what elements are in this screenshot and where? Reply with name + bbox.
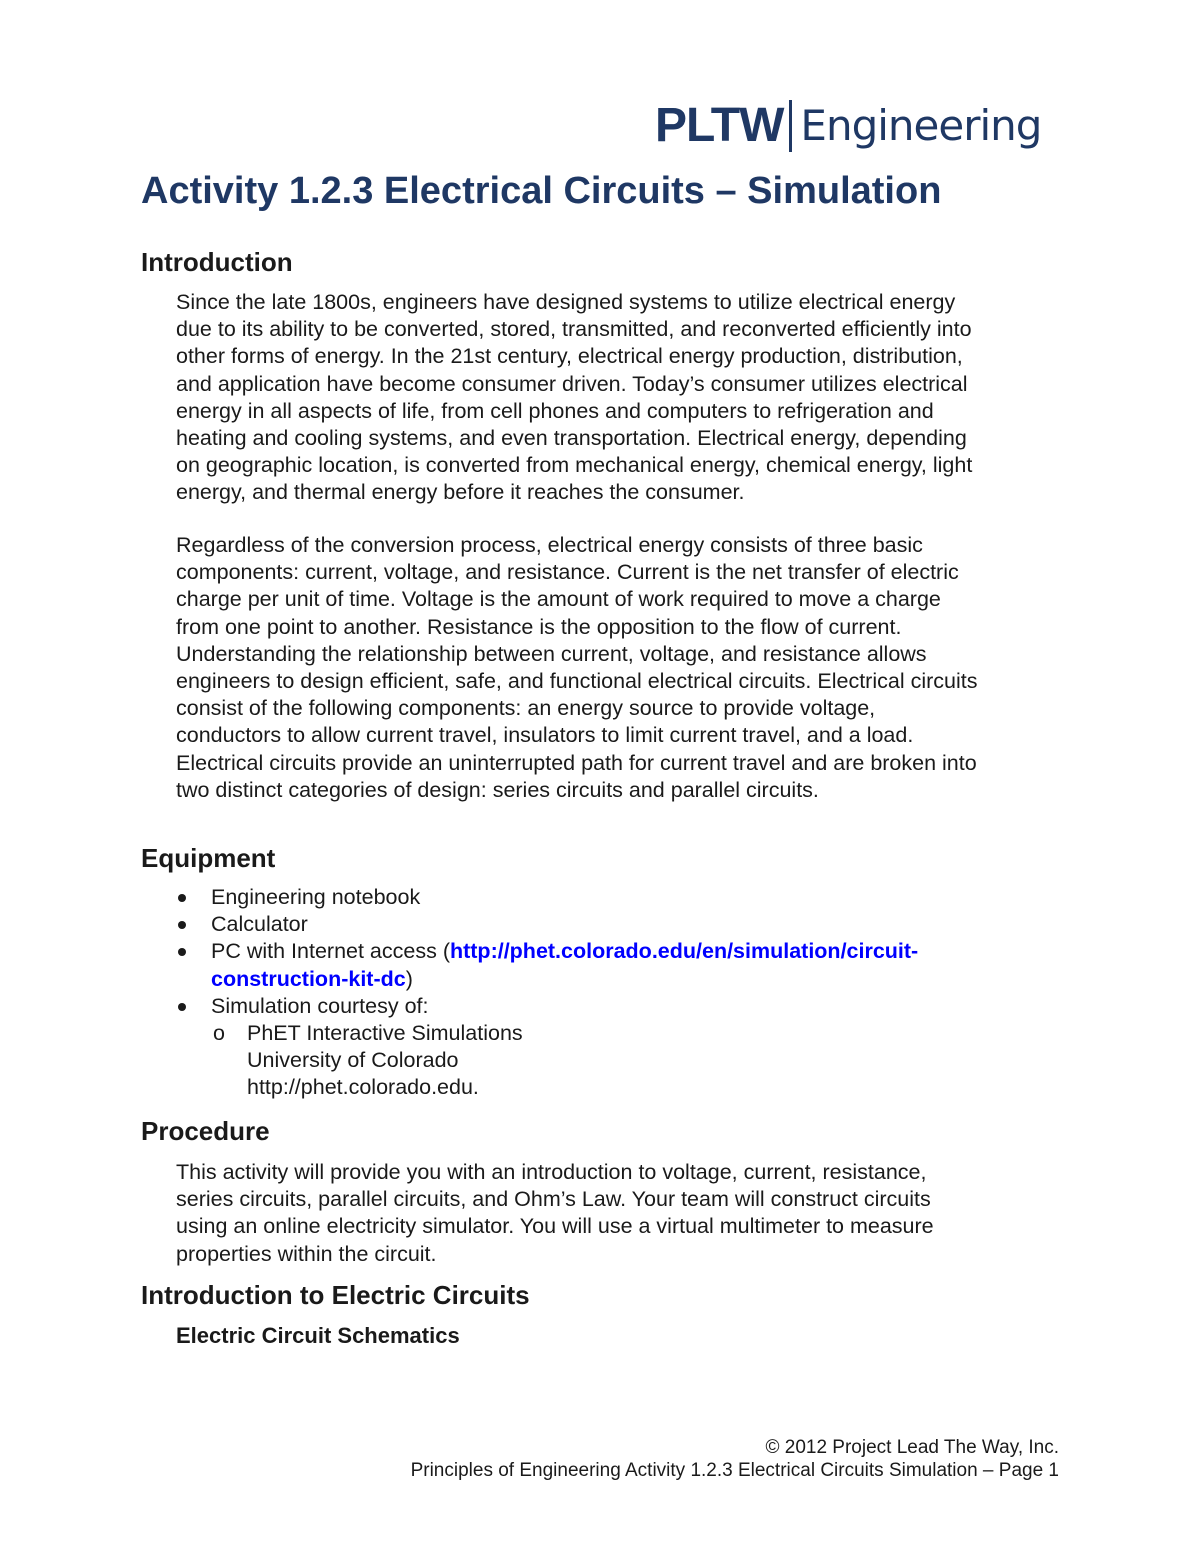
equipment-heading: Equipment bbox=[141, 843, 276, 873]
list-item bbox=[211, 1020, 918, 1102]
equipment-list bbox=[176, 884, 918, 1102]
text-line: Since the late 1800s, engineers have designed systems to utilize electrical energy bbox=[176, 290, 956, 314]
introduction-paragraph-2 bbox=[176, 532, 1076, 804]
list-item bbox=[176, 884, 918, 911]
text-line: using an online electricity simulator. You will use a virtual multimeter to measure bbox=[176, 1214, 934, 1239]
logo-brand: PLTW bbox=[655, 99, 784, 152]
equipment-item-calculator: Calculator bbox=[211, 912, 308, 937]
pltw-engineering-logo bbox=[655, 98, 1041, 154]
bullet-icon bbox=[178, 921, 186, 929]
text-line: other forms of energy. In the 21st century, electrical energy production, distribution, bbox=[176, 344, 963, 369]
text-line: due to its ability to be converted, stored, transmitted, and reconverted efficiently into bbox=[176, 317, 972, 342]
copyright-text: © 2012 Project Lead The Way, Inc. bbox=[765, 1437, 1059, 1458]
credit-line: PhET Interactive Simulations bbox=[247, 1021, 523, 1046]
introduction-paragraph-1 bbox=[176, 289, 1076, 507]
text-line: charge per unit of time. Voltage is the amount of work required to move a charge bbox=[176, 587, 941, 612]
logo-divider bbox=[789, 100, 792, 152]
circuit-schematics-subheading: Electric Circuit Schematics bbox=[176, 1323, 460, 1348]
text-line: Regardless of the conversion process, electrical energy consists of three basic bbox=[176, 533, 923, 557]
equipment-item-notebook: Engineering notebook bbox=[211, 885, 421, 909]
list-item bbox=[176, 993, 918, 1102]
logo-text: Engineering bbox=[800, 101, 1042, 150]
introduction-heading: Introduction bbox=[141, 247, 293, 277]
equipment-item-pc-prefix: PC with Internet access ( bbox=[211, 939, 450, 964]
text-line: energy, and thermal energy before it reaches the consumer. bbox=[176, 480, 745, 505]
text-line: energy in all aspects of life, from cell phones and computers to refrigeration and bbox=[176, 398, 934, 423]
text-line: two distinct categories of design: series circuits and parallel circuits. bbox=[176, 777, 819, 802]
link-line: construction-kit-dc bbox=[211, 966, 406, 991]
bullet-icon bbox=[178, 948, 186, 956]
page-title: Activity 1.2.3 Electrical Circuits – Simulation bbox=[141, 170, 942, 212]
text-line: properties within the circuit. bbox=[176, 1241, 437, 1266]
text-line: from one point to another. Resistance is the opposition to the flow of current. bbox=[176, 614, 902, 639]
equipment-item-simulation: Simulation courtesy of: bbox=[211, 993, 429, 1018]
circle-bullet-icon: o bbox=[213, 1021, 225, 1046]
procedure-paragraph bbox=[176, 1159, 1076, 1268]
text-line: consist of the following components: an energy source to provide voltage, bbox=[176, 696, 876, 721]
list-item bbox=[176, 938, 918, 992]
link-line: http://phet.colorado.edu/en/simulation/circuit- bbox=[449, 939, 919, 964]
equipment-item-pc-suffix: ) bbox=[405, 966, 413, 991]
text-line: This activity will provide you with an introduction to voltage, current, resistance, bbox=[176, 1160, 927, 1184]
credit-line: University of Colorado bbox=[247, 1048, 459, 1073]
bullet-icon bbox=[178, 894, 186, 902]
text-line: engineers to design efficient, safe, and functional electrical circuits. Electrical circuits bbox=[176, 669, 978, 694]
bullet-icon bbox=[178, 1003, 186, 1011]
page-number-text: Principles of Engineering Activity 1.2.3 Electrical Circuits Simulation – Page 1 bbox=[410, 1460, 1059, 1481]
credit-line: http://phet.colorado.edu. bbox=[247, 1075, 479, 1100]
simulation-credit-list bbox=[211, 1020, 918, 1102]
text-line: series circuits, parallel circuits, and Ohm’s Law. Your team will construct circuits bbox=[176, 1187, 931, 1212]
intro-circuits-heading: Introduction to Electric Circuits bbox=[141, 1280, 530, 1310]
list-item bbox=[176, 911, 918, 938]
text-line: components: current, voltage, and resistance. Current is the net transfer of electric bbox=[176, 560, 959, 585]
text-line: heating and cooling systems, and even transportation. Electrical energy, depending bbox=[176, 426, 967, 451]
text-line: Electrical circuits provide an uninterrupted path for current travel and are broken into bbox=[176, 750, 977, 775]
procedure-heading: Procedure bbox=[141, 1116, 270, 1146]
page-footer bbox=[411, 1436, 1059, 1482]
text-line: on geographic location, is converted from mechanical energy, chemical energy, light bbox=[176, 453, 973, 478]
text-line: Understanding the relationship between current, voltage, and resistance allows bbox=[176, 641, 927, 666]
text-line: and application have become consumer driven. Today’s consumer utilizes electrical bbox=[176, 371, 968, 396]
text-line: conductors to allow current travel, insulators to limit current travel, and a load. bbox=[176, 723, 914, 748]
